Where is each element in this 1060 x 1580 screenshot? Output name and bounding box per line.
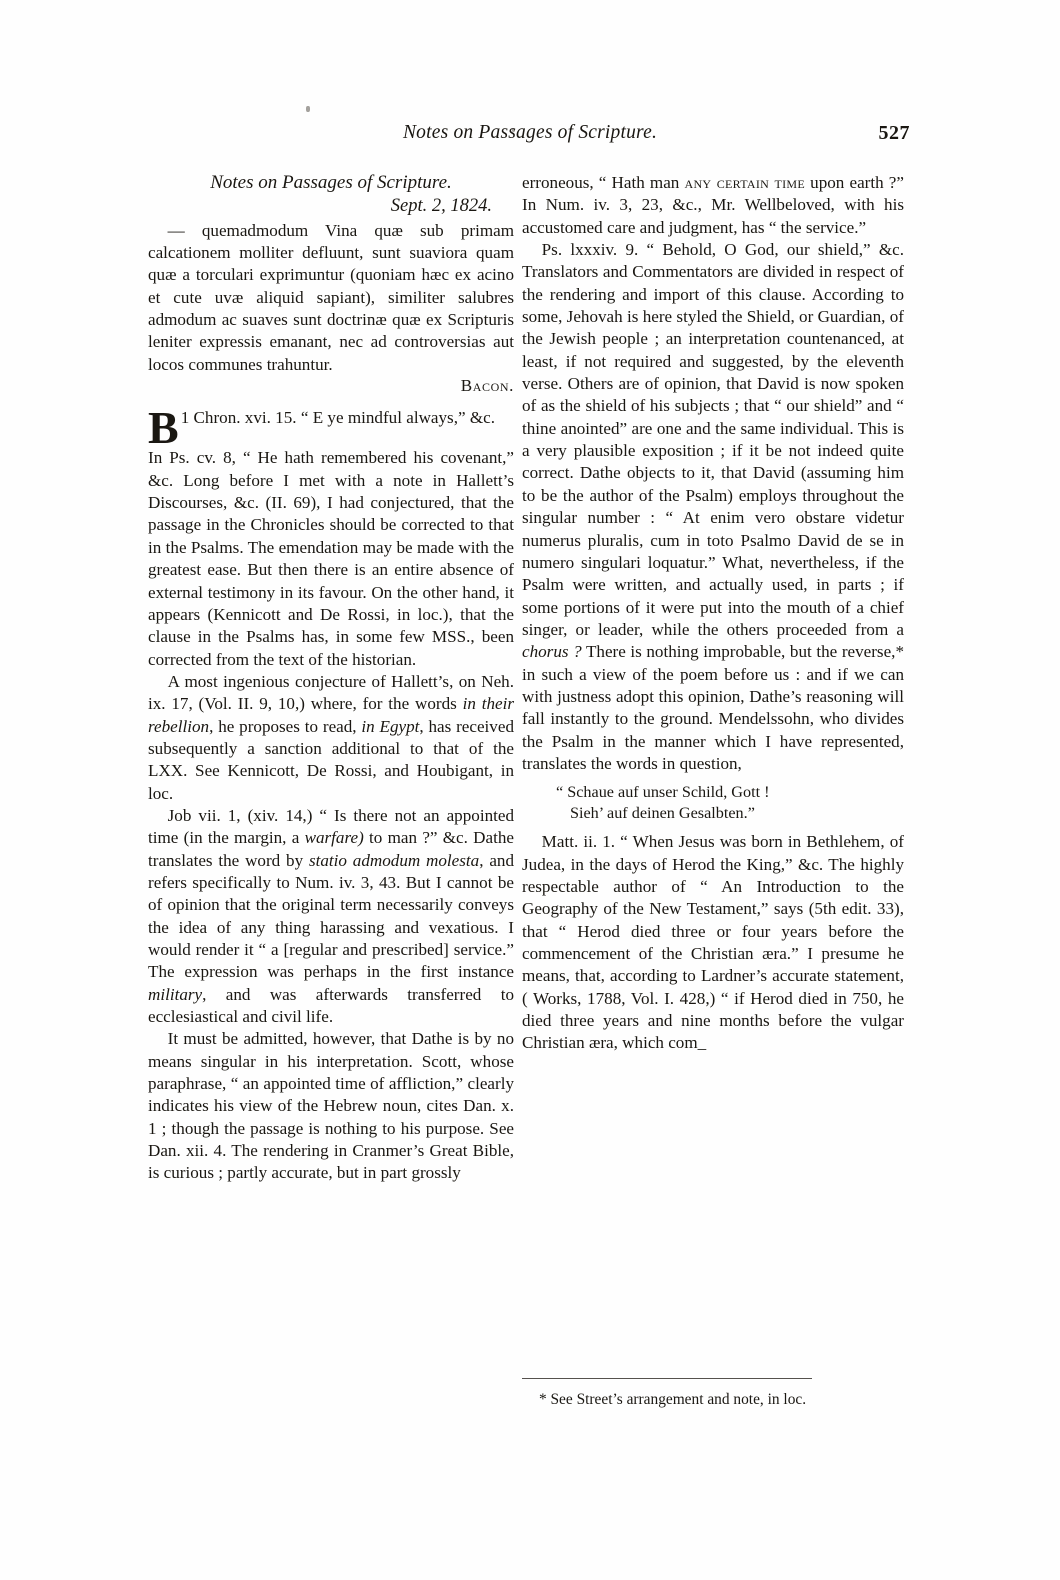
paragraph-psalm [522,239,904,775]
footnote-marker: * [538,1391,547,1408]
dropcap-paragraph [148,402,514,454]
footnote [522,1390,904,1411]
running-head-title: Notes on Passages of Scripture. [402,122,658,143]
column-left [148,172,514,1185]
psalm-text-b: There is nothing improbable, but the reverse,* in such a view of the poem before us : and if we can with justness adopt this opinion, Dathe’s reasoning will fall instantly to the ground. Mendelssohn, who divides the Psalm in the manner which I have represented, translates the words in question, [522,642,904,773]
job-text-b: to man ?” &c. Dathe translates the word by [148,828,514,870]
smallcaps-any-certain-time: any certain time [684,173,806,192]
job-italic-warfare: warfare) [304,828,364,848]
paragraph-chronicles: In Ps. cv. 8, “ He hath remembered his covenant,” &c. Long before I met with a note in Hallett’s Discourses, &c. (II. 69), I had conjectured, that the passage in the Chronicles should be corrected to that in the Psalms. The emendation may be made with the greatest ease. But then there is an entire absence of external testimony in its favour. On the other hand, it appears (Kennicott and De Rossi, in loc.), that the clause in the Psalms has, in some few MSS., been corrected from the text of the historian. [148,448,514,669]
footnote-text [522,1390,904,1411]
job-text-d: , and was afterwards transferred to ecclesiastical and civil life. [148,984,514,1027]
erroneous-text-b: upon earth ?” In Num. iv. 3, 23, &c., Mr. Wellbeloved, with his accustomed care and judgment, has “ the service.” [522,173,904,237]
scan-speckle [306,106,310,112]
german-verse-quotation [522,782,904,824]
footnote-divider [522,1378,812,1379]
footnote-body: See Street’s arrangement and note, in loc. [550,1391,807,1408]
paragraph-dathe: It must be admitted, however, that Dathe is by no means singular in his interpretation. Scott, whose paraphrase, “ an appointed time of affliction,” clearly indicates his view of the Hebrew noun, cites Dan. x. 1 ; though the passage is nothing to his purpose. See Dan. xii. 4. The rendering in Cranmer’s Great Bible, is curious ; partly accurate, but in part grossly [148,1029,514,1183]
hallett-italic-rebellion: in their rebellion [148,694,514,736]
hallett-text-a: A most ingenious conjecture of Hallett’s, on Neh. ix. 17, (Vol. II. 9, 10,) where, for the words [148,671,514,714]
dropcap-open-quote: “ [300,408,309,428]
job-text-a: Job vii. 1, (xiv. 14,) “ Is there not an appointed time (in the margin, a [148,805,514,848]
job-italic-statio: statio admodum molesta [308,850,480,870]
job-text-c: , and refers specifically to Num. iv. 3, 43. But I cannot be of opinion that the original term necessarily conveys the idea of any thing harassing and vexatious. I would render it “ a [regular and prescribed] service.” The expression was perhaps in the first instance [148,850,514,982]
hallett-text-b: , he proposes to read, [209,716,362,736]
verse-line: Sieh’ auf deinen Gesalbten.” [570,804,755,823]
verse-line: “ Schaue auf unser Schild, Gott ! [556,783,770,802]
drop-cap-letter: B [148,402,179,454]
psalm-italic-chorus: chorus ? [522,642,582,662]
paragraph-job [148,805,514,1028]
running-head [150,122,910,150]
paragraph-hallett [148,671,514,805]
job-italic-military: military [148,984,203,1004]
erroneous-text-a: erroneous, “ Hath man [522,173,685,192]
paragraph-erroneous [522,172,904,239]
section-date: Sept. 2, 1824. [390,196,492,217]
dropcap-rest-text: E ye mindful always,” &c. [312,408,495,428]
paragraph-matthew: Matt. ii. 1. “ When Jesus was born in Bethlehem, of Judea, in the days of Herod the King,” &c. The highly respectable author of “ An Introduction to the Geography of the New Testament,” says (5th edit. 33), that “ Herod died three or four years before the commencement of the Christian æra.” I presume he means, that, according to Lardner’s accurate statement, ( Works, 1788, Vol. I. 428,) “ if Herod died in 750, he died three years and nine months before the vulgar Christian æra, which com_ [522,832,904,1053]
hallett-italic-egypt: in Egypt [361,716,420,736]
hallett-text-c: , has received subsequently a sanction additional to that of the LXX. See Kennicott, De Rossi, and Houbigant, in loc. [148,716,514,803]
psalm-text-a: Ps. lxxxiv. 9. “ Behold, O God, our shield,” &c. Translators and Commentators are divided in respect of the rendering and import of this clause. According to some, Jehovah is here styled the Shield, or Guardian, of the Jewish people ; an interpretation countenanced, at least, if not required and suggested, by the eleventh verse. Others are of opinion, that David is now spoken of as the shield of his subjects ; that “ our shield” and “ thine anointed” are one and the same individual. This is a very plausible exposition ; if it be not indeed quite correct. Dathe objects to it, that David (assuming him to be the author of the Psalm) employs throughout the singular number : “ At enim vero obstare videtur numerus pluralis, cum in toto Psalmo David de se in numero singulari loquatur.” What, nevertheless, if the Psalm were written, and actually used, in parts ; if some portions of it were put into the mouth of a chief singer, or leader, while the others proceeded from a [522,240,904,639]
epigraph-attribution [148,375,514,397]
page-number: 527 [878,122,910,144]
attribution-name: Bacon. [460,376,514,396]
latin-epigraph: — quemadmodum Vina quæ sub primam calcationem molliter defluunt, sunt suaviora quam quæ a torculari exprimuntur (quoniam hæc ex acino et cute uvæ aliquid sapiant), similiter salubres admodum ac suaves sunt doctrinæ quæ ex Scripturis leniter expressis emanant, nec ad controversias aut locos communes trahuntur. [148,220,514,374]
section-title: Notes on Passages of Scripture. [210,172,452,193]
column-right [522,172,904,1055]
scripture-reference: 1 Chron. xvi. 15. [180,408,297,428]
